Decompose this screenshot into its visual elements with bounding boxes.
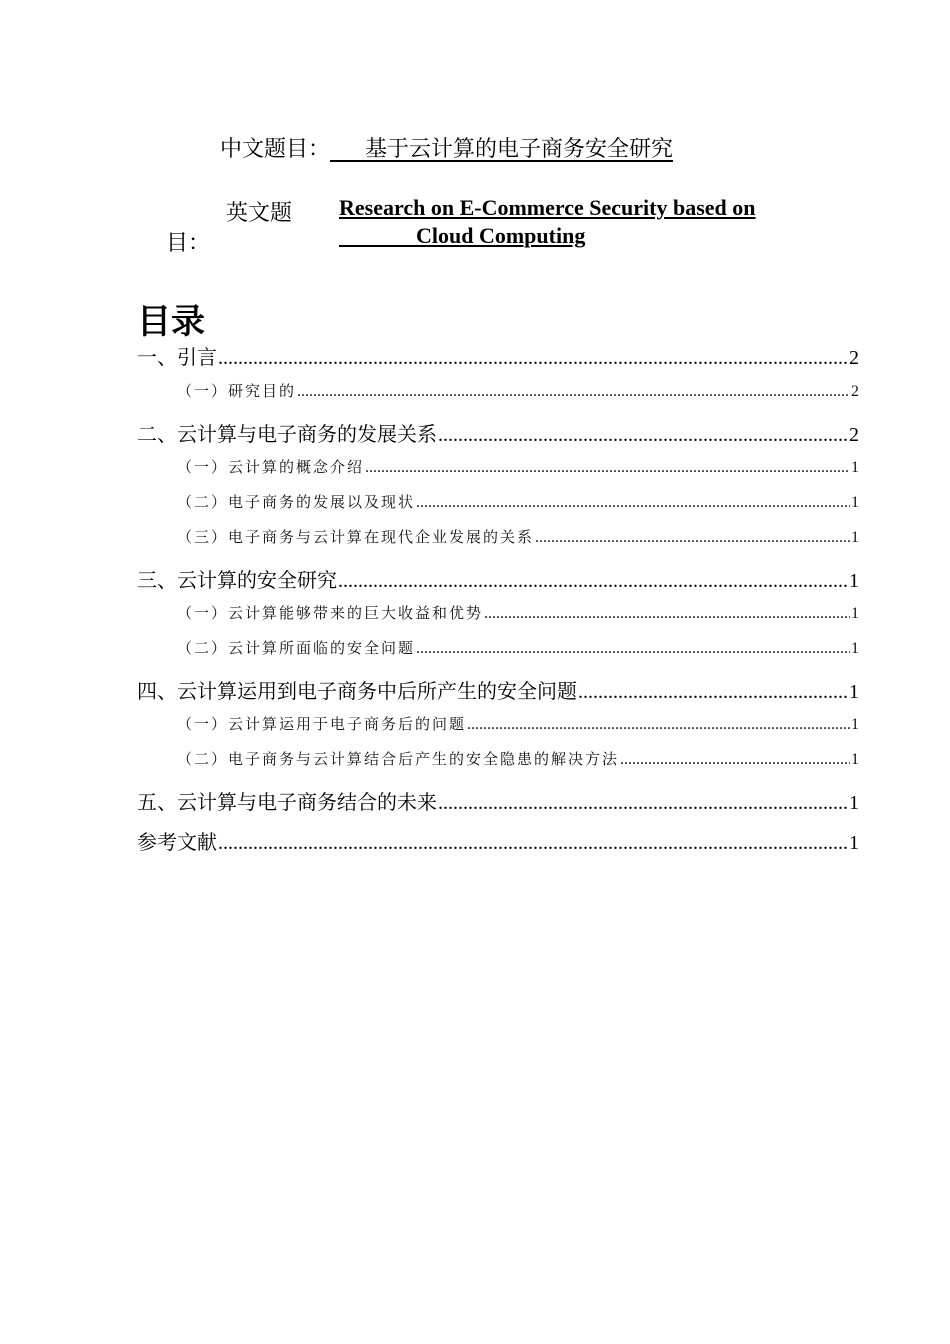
toc-entry-page-number: 1 [851, 640, 859, 657]
toc-entry-title: 五、云计算与电子商务结合的未来 [137, 790, 437, 814]
toc-entry-page-number: 1 [849, 792, 859, 814]
toc-entry-title: （二）电子商务的发展以及现状 [177, 493, 416, 511]
toc-entry-title: （二）电子商务与云计算结合后产生的安全隐患的解决方法 [177, 750, 620, 768]
toc-entry-section[interactable] [137, 380, 859, 401]
toc-entry-page-number: 1 [851, 605, 859, 622]
toc-leader-dots [438, 424, 848, 447]
toc-entry-title: （二）云计算所面临的安全问题 [177, 639, 416, 657]
toc-entry-page-number: 1 [849, 681, 859, 703]
toc-entry-chapter[interactable] [137, 786, 859, 815]
chinese-title-line [220, 132, 673, 163]
toc-leader-dots [297, 383, 850, 401]
toc-entry-section[interactable] [137, 748, 859, 769]
english-title-value-line2-text: Cloud Computing [416, 223, 586, 248]
toc-entry-title: 一、引言 [137, 345, 217, 369]
toc-entry-title: 三、云计算的安全研究 [137, 568, 337, 592]
toc-entry-chapter[interactable] [137, 564, 859, 593]
chinese-title-label: 中文题目： [220, 137, 331, 162]
toc-leader-dots [218, 347, 848, 370]
toc-entry-title: （三）电子商务与云计算在现代企业发展的关系 [177, 528, 535, 546]
toc-leader-dots [578, 681, 848, 704]
toc-leader-dots [467, 716, 850, 734]
toc-entry-chapter[interactable] [137, 418, 859, 447]
toc-entry-page-number: 1 [851, 751, 859, 768]
toc-entry-title: 参考文献 [137, 830, 217, 854]
toc-leader-dots [438, 792, 848, 815]
toc-leader-dots [365, 459, 850, 477]
underline-gap [330, 137, 365, 162]
toc-leader-dots [416, 640, 850, 658]
english-title-value-line1: Research on E-Commerce Security based on [339, 195, 756, 220]
english-title-label-line2: 目： [166, 231, 211, 256]
toc-entry-page-number: 2 [849, 424, 859, 446]
english-title-value-line2 [339, 223, 585, 249]
toc-leader-dots [484, 605, 850, 623]
toc-entry-page-number: 1 [849, 570, 859, 592]
toc-entry-section[interactable] [137, 637, 859, 658]
toc-entry-page-number: 1 [851, 494, 859, 511]
english-title-label-line1: 英文题 [226, 201, 293, 226]
toc-entry-section[interactable] [137, 491, 859, 512]
toc-entry-chapter[interactable] [137, 826, 859, 855]
toc-leader-dots [338, 570, 848, 593]
toc-heading: 目录 [137, 302, 205, 342]
chinese-title-value: 基于云计算的电子商务安全研究 [364, 137, 673, 162]
toc-entry-page-number: 1 [851, 529, 859, 546]
toc-entry-page-number: 2 [851, 383, 859, 400]
toc-entry-chapter[interactable] [137, 675, 859, 704]
toc-entry-title: （一）云计算的概念介绍 [177, 458, 365, 476]
toc-entry-title: 四、云计算运用到电子商务中后所产生的安全问题 [137, 679, 577, 703]
underline-gap [339, 223, 416, 248]
toc-entry-section[interactable] [137, 713, 859, 734]
toc-entry-section[interactable] [137, 526, 859, 547]
toc-entry-page-number: 2 [849, 347, 859, 369]
toc-entry-page-number: 1 [851, 459, 859, 476]
toc-entry-page-number: 1 [851, 716, 859, 733]
toc-leader-dots [416, 494, 850, 512]
toc-entry-section[interactable] [137, 602, 859, 623]
toc-entry-title: 二、云计算与电子商务的发展关系 [137, 422, 437, 446]
toc-leader-dots [535, 529, 850, 547]
toc-leader-dots [620, 751, 850, 769]
toc-entry-title: （一）云计算运用于电子商务后的问题 [177, 715, 467, 733]
toc-entry-section[interactable] [137, 456, 859, 477]
toc-entry-title: （一）云计算能够带来的巨大收益和优势 [177, 604, 484, 622]
toc-entry-chapter[interactable] [137, 341, 859, 370]
toc-entry-page-number: 1 [849, 832, 859, 854]
toc-entry-title: （一）研究目的 [177, 382, 297, 400]
toc-leader-dots [218, 832, 848, 855]
